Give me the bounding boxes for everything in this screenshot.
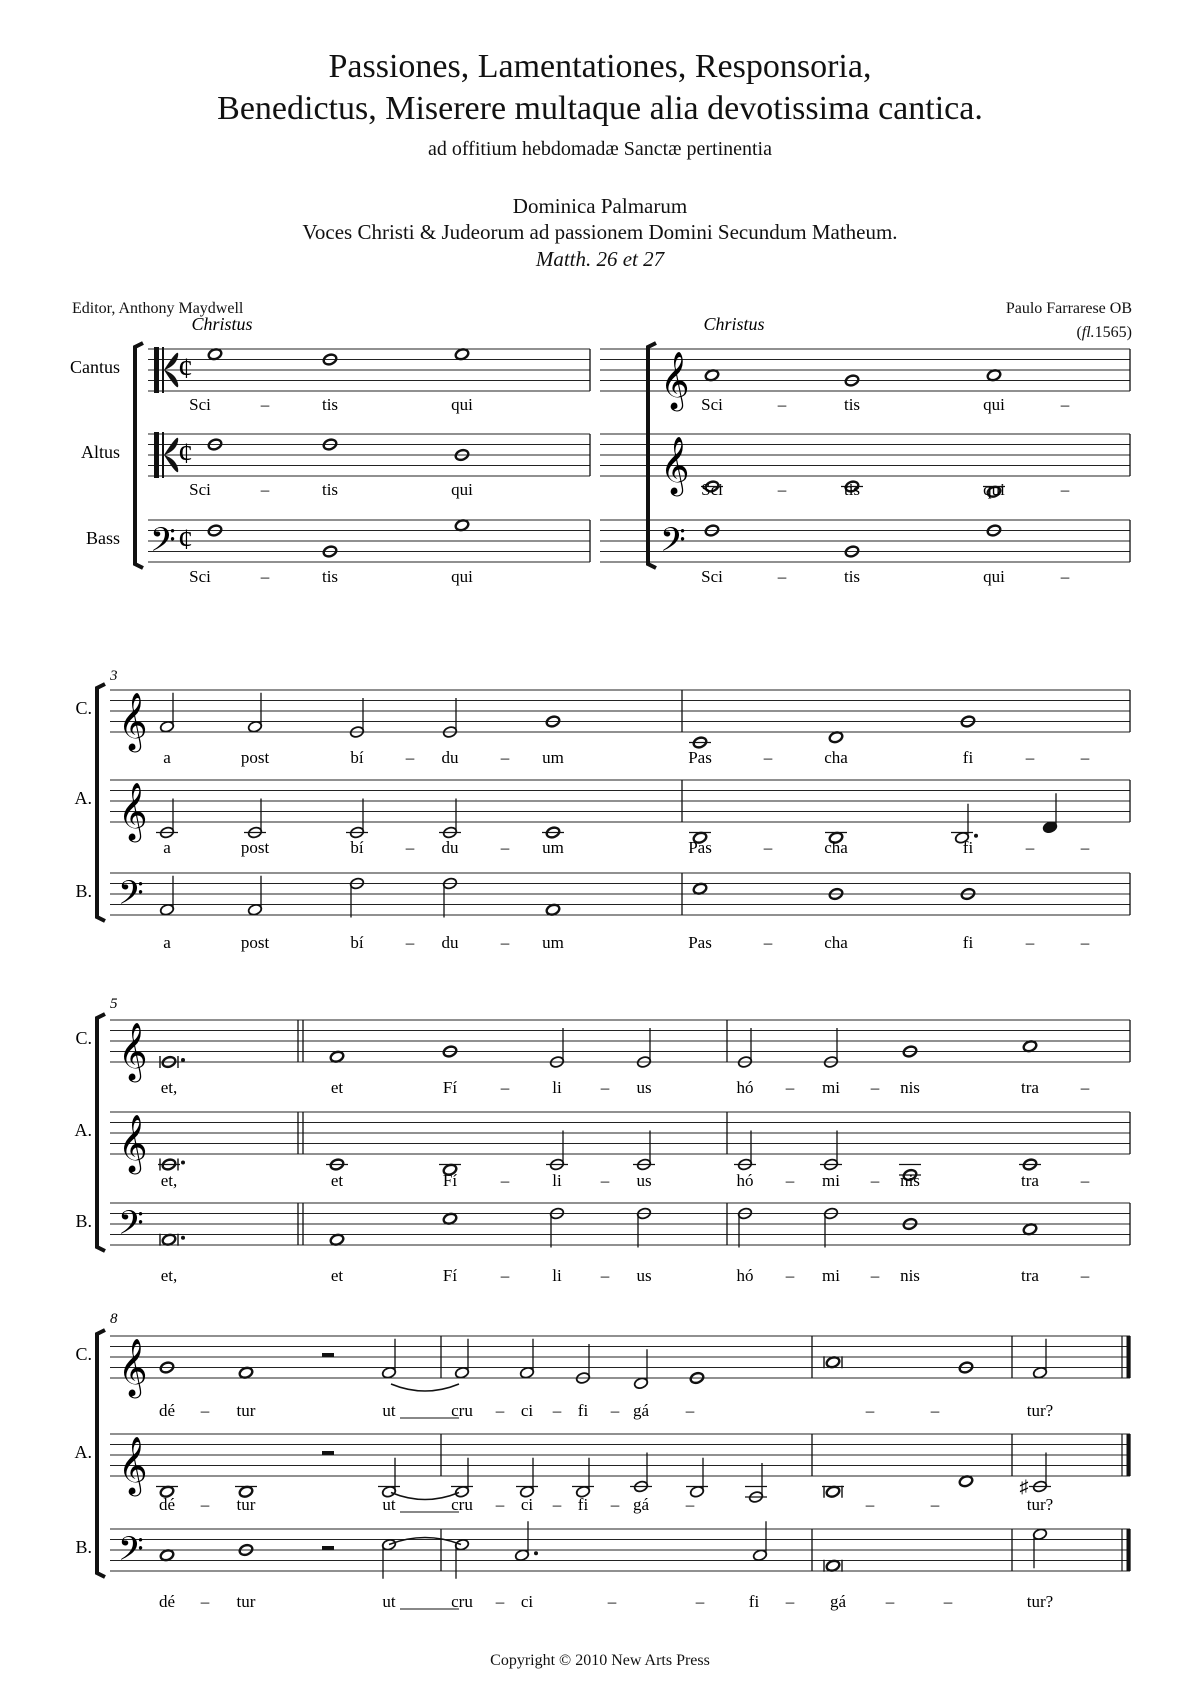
voices-line: Voces Christi & Judeorum ad passionem Domini Secundum Matheum. [302, 220, 898, 244]
lyric-cantus: post [240, 748, 270, 767]
lyric-altus: tis [843, 480, 861, 499]
bass-clef: 𝄢 [660, 521, 686, 567]
cut-time-signature: ¢ [178, 523, 193, 556]
lyric-cantus: – [870, 1078, 880, 1097]
note [159, 876, 174, 917]
lyric-altus: – [777, 480, 787, 499]
lyric-cantus: cha [824, 748, 848, 767]
measure-number: 5 [110, 996, 118, 1012]
lyric-bass: qui [983, 567, 1005, 586]
lyric-bass: du [441, 933, 459, 952]
lyric-cantus: Fí [442, 1078, 458, 1097]
lyric-cantus: – [495, 1401, 505, 1420]
voice-label-c: C. [75, 698, 92, 718]
bass-clef: 𝄢 [118, 1204, 144, 1250]
lyric-bass: Sci [189, 567, 211, 586]
note [958, 1475, 973, 1488]
scripture-reference: Matth. 26 et 27 [535, 247, 665, 271]
lyric-bass: – [1080, 1266, 1090, 1285]
staff-cantus-incipit [148, 349, 590, 391]
lyric-altus: – [1080, 1171, 1090, 1190]
note [346, 799, 368, 840]
lyric-bass: et, [160, 1266, 178, 1285]
speaker-label-christus: Christus [703, 314, 765, 334]
lyric-cantus: mi [822, 1078, 840, 1097]
note [633, 1349, 648, 1390]
note [1029, 1453, 1051, 1494]
note [454, 519, 469, 532]
lyric-bass: – [1080, 933, 1090, 952]
bass-clef: 𝄢 [150, 521, 176, 567]
note [1032, 1339, 1047, 1380]
note [686, 1458, 708, 1499]
note [451, 1458, 473, 1499]
lyric-cantus: – [1080, 748, 1090, 767]
lyric-bass: fi [748, 1592, 760, 1611]
lyric-cantus: ut [382, 1401, 396, 1420]
note [159, 693, 174, 734]
lyric-cantus: tra [1021, 1078, 1039, 1097]
voice-label-a: A. [74, 788, 92, 808]
lyric-cantus: qui [451, 395, 473, 414]
voice-label-c: C. [75, 1344, 92, 1364]
treble-clef: 𝄞 [118, 1339, 148, 1395]
note [820, 1131, 842, 1172]
tie [391, 1384, 459, 1391]
note [745, 1463, 767, 1504]
lyric-bass: gá [829, 1592, 847, 1611]
lyric-altus: cru [451, 1495, 473, 1514]
note [986, 369, 1001, 382]
note [244, 799, 266, 840]
lyric-altus: – [200, 1495, 210, 1514]
lyric-cantus: ci [520, 1401, 534, 1420]
lyric-altus: – [1080, 838, 1090, 857]
lyric-altus: – [870, 1171, 880, 1190]
date-fl-abbrev: fl. [1081, 324, 1095, 341]
lyric-bass: tur? [1026, 1592, 1054, 1611]
note [378, 1458, 400, 1499]
note [156, 799, 178, 840]
lyric-cantus: gá [632, 1401, 650, 1420]
measure-number: 3 [110, 668, 118, 684]
lyric-altus: – [763, 838, 773, 857]
treble-clef: 𝄞 [118, 1115, 148, 1171]
lyric-altus: us [636, 1171, 652, 1190]
note [752, 1521, 767, 1562]
lyric-cantus: – [777, 395, 787, 414]
lyric-altus: li [552, 1171, 562, 1190]
lyric-bass: mi [822, 1266, 840, 1285]
lyric-cantus: – [865, 1401, 875, 1420]
note [516, 1458, 538, 1499]
lyric-bass: li [552, 1266, 562, 1285]
lyric-altus: fi [962, 838, 974, 857]
note [545, 903, 560, 916]
system-bracket-incipit [135, 343, 143, 568]
title-line-2: Benedictus, Miserere multaque alia devotissima cantica. [217, 90, 983, 127]
bass-clef: 𝄢 [118, 1530, 144, 1576]
lyric-bass: a [163, 933, 171, 952]
lyric-cantus: – [500, 1078, 510, 1097]
lyric-cantus: – [600, 1078, 610, 1097]
lyric-bass: – [405, 933, 415, 952]
lyric-bass: fi [962, 933, 974, 952]
lyric-bass: Sci [701, 567, 723, 586]
lyric-cantus: – [500, 748, 510, 767]
note [207, 348, 222, 361]
lyric-cantus: nis [900, 1078, 920, 1097]
lyric-bass: – [495, 1592, 505, 1611]
lyric-altus: du [441, 838, 459, 857]
voice-label-b: B. [75, 881, 92, 901]
half-rest [322, 1353, 334, 1357]
note [326, 1158, 348, 1171]
note [630, 1453, 652, 1494]
note [158, 1158, 185, 1171]
date-close-paren: ) [1126, 324, 1132, 341]
lyric-altus: – [610, 1495, 620, 1514]
cut-time-signature: ¢ [178, 352, 193, 385]
note [824, 1356, 842, 1369]
system-bracket [97, 684, 105, 921]
note [824, 1559, 842, 1572]
lyric-cantus: fi [577, 1401, 589, 1420]
lyric-altus: mi [822, 1171, 840, 1190]
editor-credit: Editor, Anthony Maydwell [72, 300, 244, 317]
lyric-cantus: tur? [1026, 1401, 1054, 1420]
copyright-footer: Copyright © 2010 New Arts Press [490, 1652, 710, 1669]
lyric-bass: – [785, 1592, 795, 1611]
voice-label-a: A. [74, 1120, 92, 1140]
lyric-altus: tur [236, 1495, 256, 1514]
lyric-cantus: du [441, 748, 459, 767]
lyric-cantus: – [685, 1401, 695, 1420]
voice-label-b: B. [75, 1537, 92, 1557]
lyric-cantus: tis [321, 395, 339, 414]
lyric-altus: qui [983, 480, 1005, 499]
lyric-altus: Sci [189, 480, 211, 499]
lyric-cantus: Pas [688, 748, 712, 767]
system-bracket [97, 1330, 105, 1577]
lyric-altus: um [542, 838, 564, 857]
lyric-altus: – [865, 1495, 875, 1514]
tie [389, 1538, 461, 1545]
lyric-altus: tis [321, 480, 339, 499]
lyric-altus: qui [451, 480, 473, 499]
lyric-altus: tur? [1026, 1495, 1054, 1514]
lyric-cantus: – [200, 1401, 210, 1420]
lyric-altus: – [1025, 838, 1035, 857]
lyric-bass: – [260, 567, 270, 586]
staff-bass [110, 1203, 1130, 1245]
note [454, 348, 469, 361]
lyric-cantus: bí [350, 748, 364, 767]
voice-label-a: A. [74, 1442, 92, 1462]
lyric-cantus: qui [983, 395, 1005, 414]
lyric-bass: ci [520, 1592, 534, 1611]
lyric-cantus: tis [843, 395, 861, 414]
lyric-bass: tis [843, 567, 861, 586]
lyric-altus: et, [160, 1171, 178, 1190]
lyric-altus: ci [520, 1495, 534, 1514]
treble-clef: 𝄞 [118, 693, 148, 749]
lyric-altus: bí [350, 838, 364, 857]
note [828, 731, 843, 744]
lyric-altus: a [163, 838, 171, 857]
lyric-cantus: Sci [189, 395, 211, 414]
lyric-cantus: li [552, 1078, 562, 1097]
lyric-cantus: – [610, 1401, 620, 1420]
voice-label-b: B. [75, 1211, 92, 1231]
note [1022, 1223, 1037, 1236]
lyric-bass: us [636, 1266, 652, 1285]
lyric-altus: Sci [701, 480, 723, 499]
lyric-cantus: – [763, 748, 773, 767]
staff-altus [110, 1434, 1130, 1476]
lyric-cantus: cru [451, 1401, 473, 1420]
note [238, 1366, 253, 1379]
measure-number: 8 [110, 1311, 118, 1327]
treble-clef: 𝄞 [660, 437, 690, 493]
note [247, 693, 262, 734]
note [734, 1131, 756, 1172]
lyric-altus: et [330, 1171, 344, 1190]
lyric-altus: – [552, 1495, 562, 1514]
note [329, 1233, 344, 1246]
date-year: 1565 [1094, 324, 1127, 341]
lyric-bass: nis [900, 1266, 920, 1285]
note [704, 369, 719, 382]
lyric-bass: – [777, 567, 787, 586]
treble-clef: 𝄞 [118, 1437, 148, 1493]
cut-time-signature: ¢ [178, 437, 193, 470]
lyric-cantus: um [542, 748, 564, 767]
lyric-altus: ut [382, 1495, 396, 1514]
system-bracket [97, 1014, 105, 1251]
composer-credit: Paulo Farrarese OB [1005, 300, 1132, 317]
note [159, 1549, 174, 1562]
staff-cantus [110, 690, 1130, 732]
lyric-altus: nis [900, 1171, 920, 1190]
lyric-bass: – [607, 1592, 617, 1611]
lyric-bass: um [542, 933, 564, 952]
bass-clef: 𝄢 [118, 874, 144, 920]
lyric-altus: – [500, 838, 510, 857]
lyric-bass: – [870, 1266, 880, 1285]
lyric-altus: tra [1021, 1171, 1039, 1190]
lyric-bass: Pas [688, 933, 712, 952]
lyric-bass: – [885, 1592, 895, 1611]
staff-altus [110, 780, 1130, 822]
lyric-bass: Fí [442, 1266, 458, 1285]
lyric-cantus: fi [962, 748, 974, 767]
lyric-bass: hó [736, 1266, 754, 1285]
note [381, 1339, 396, 1380]
lyric-bass: qui [451, 567, 473, 586]
half-rest [322, 1451, 334, 1455]
lyric-cantus: us [636, 1078, 652, 1097]
lyric-cantus: – [552, 1401, 562, 1420]
lyric-bass: – [763, 933, 773, 952]
note [633, 1131, 655, 1172]
subtitle: ad offitium hebdomadæ Sanctæ pertinentia [427, 138, 772, 160]
voice-label-c: C. [75, 1028, 92, 1048]
lyric-altus: fi [577, 1495, 589, 1514]
lyric-altus: cha [824, 838, 848, 857]
lyric-bass: tra [1021, 1266, 1039, 1285]
lyric-bass: – [200, 1592, 210, 1611]
title-line-1: Passiones, Lamentationes, Responsoria, [328, 48, 872, 85]
note [442, 1212, 457, 1225]
voice-label-bass: Bass [85, 528, 120, 548]
lyric-bass: ut [382, 1592, 396, 1611]
note [160, 1233, 185, 1246]
voice-label-altus: Altus [80, 442, 120, 462]
date-open-paren: ( [1076, 324, 1082, 341]
staff-bass [110, 873, 1130, 915]
lyric-cantus: dé [158, 1401, 176, 1420]
lyric-altus: – [500, 1171, 510, 1190]
lyric-altus: – [785, 1171, 795, 1190]
lyric-altus: – [260, 480, 270, 499]
lyric-bass: cru [451, 1592, 473, 1611]
speaker-label-christus: Christus [191, 314, 253, 334]
lyric-bass: – [695, 1592, 705, 1611]
lyric-altus: Pas [688, 838, 712, 857]
tie [391, 1493, 459, 1500]
note [1019, 1158, 1041, 1171]
staff-bass [110, 1529, 1130, 1571]
lyric-cantus: a [163, 748, 171, 767]
lyric-cantus: – [930, 1401, 940, 1420]
lyric-altus: gá [632, 1495, 650, 1514]
note [519, 1339, 534, 1380]
note [454, 1339, 469, 1380]
lyric-altus: hó [736, 1171, 754, 1190]
lyric-cantus: – [785, 1078, 795, 1097]
sharp-accidental: ♯ [1019, 1476, 1029, 1497]
lyric-altus: – [1060, 480, 1070, 499]
section-title: Dominica Palmarum [512, 194, 688, 218]
lyric-bass: dé [158, 1592, 176, 1611]
note [329, 1050, 344, 1063]
note [572, 1458, 594, 1499]
note [1022, 1040, 1037, 1053]
lyric-bass: – [500, 1266, 510, 1285]
lyric-bass: tis [321, 567, 339, 586]
lyric-altus: – [685, 1495, 695, 1514]
lyric-bass: – [600, 1266, 610, 1285]
lyric-altus: post [240, 838, 270, 857]
treble-clef: 𝄞 [118, 783, 148, 839]
lyric-bass: bí [350, 933, 364, 952]
lyric-cantus: et, [160, 1078, 178, 1097]
lyric-bass: post [240, 933, 270, 952]
note [514, 1521, 538, 1562]
lyric-cantus: – [1060, 395, 1070, 414]
lyric-cantus: – [1080, 1078, 1090, 1097]
lyric-altus: – [600, 1171, 610, 1190]
lyric-altus: – [405, 838, 415, 857]
lyric-cantus: hó [736, 1078, 754, 1097]
lyric-cantus: – [1025, 748, 1035, 767]
treble-clef: 𝄞 [660, 352, 690, 408]
lyric-bass: – [943, 1592, 953, 1611]
lyric-cantus: – [260, 395, 270, 414]
note [439, 799, 461, 840]
lyric-bass: – [1060, 567, 1070, 586]
staff-altus [110, 1112, 1130, 1154]
lyric-altus: dé [158, 1495, 176, 1514]
note [1042, 793, 1057, 834]
half-rest [322, 1546, 334, 1550]
lyric-bass: cha [824, 933, 848, 952]
lyric-cantus: – [405, 748, 415, 767]
lyric-altus: Fí [442, 1171, 458, 1190]
staff-cantus [110, 1336, 1130, 1378]
lyric-bass: et [330, 1266, 344, 1285]
note [546, 1131, 568, 1172]
lyric-cantus: tur [236, 1401, 256, 1420]
lyric-bass: – [1025, 933, 1035, 952]
lyric-altus: – [930, 1495, 940, 1514]
lyric-bass: – [500, 933, 510, 952]
note [1032, 1528, 1047, 1569]
note [454, 1538, 469, 1579]
note [247, 876, 262, 917]
staff-cantus [110, 1020, 1130, 1062]
lyric-cantus: Sci [701, 395, 723, 414]
lyric-bass: – [785, 1266, 795, 1285]
voice-label-cantus: Cantus [69, 357, 120, 377]
note [822, 1485, 844, 1498]
lyric-cantus: et [330, 1078, 344, 1097]
lyric-bass: tur [236, 1592, 256, 1611]
note [692, 882, 707, 895]
treble-clef: 𝄞 [118, 1023, 148, 1079]
lyric-altus: – [495, 1495, 505, 1514]
